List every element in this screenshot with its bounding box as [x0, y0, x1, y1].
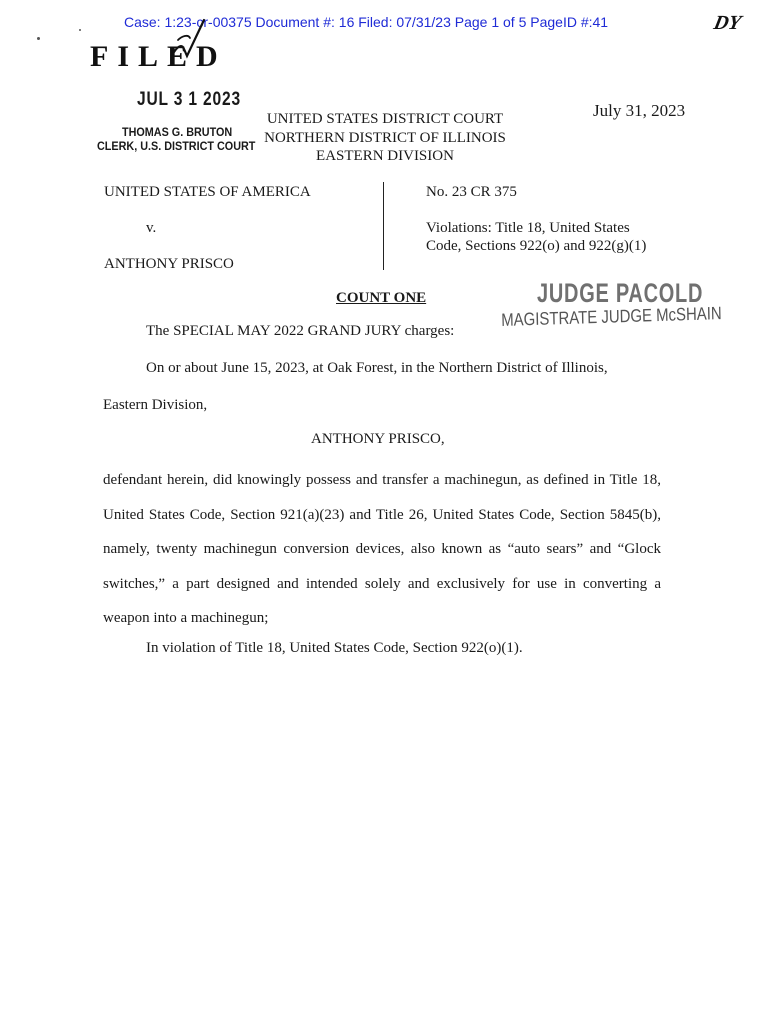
- court-name: UNITED STATES DISTRICT COURT: [266, 111, 504, 127]
- paragraph-1-line-1: On or about June 15, 2023, at Oak Forest, in the Northern District of Illinois,: [146, 360, 608, 376]
- handwritten-initials: DY: [711, 12, 744, 34]
- violations-line-1: Violations: Title 18, United States: [426, 220, 630, 236]
- document-date: July 31, 2023: [593, 101, 686, 120]
- case-number: No. 23 CR 375: [426, 184, 517, 200]
- caption-divider: [383, 182, 384, 270]
- defendant-name-centered: ANTHONY PRISCO,: [311, 431, 445, 447]
- paragraph-1-line-2: Eastern Division,: [103, 397, 208, 413]
- grand-jury-charges: The SPECIAL MAY 2022 GRAND JURY charges:: [146, 323, 455, 339]
- charge-paragraph: defendant herein, did knowingly possess and transfer a machinegun, as defined in Title 18, United States Code, Section 921(a)(23) and Title 26, United States Code, Section 5845(b), namely, twenty machinegun conversion devices, also known as “auto sears” and “Glock switches,” a part designed and intended solely and exclusively for use in converting a weapon into a machinegun;: [103, 472, 661, 626]
- ecf-header: Case: 1:23-cr-00375 Document #: 16 Filed: 07/31/23 Page 1 of 5 PageID #:41: [124, 14, 609, 30]
- defendant-caption-name: ANTHONY PRISCO: [104, 256, 234, 272]
- handwritten-check-mark: [168, 18, 208, 64]
- judge-stamp: JUDGE PACOLD: [537, 278, 704, 308]
- scan-speck: [79, 29, 81, 31]
- clerk-name: THOMAS G. BRUTON: [122, 125, 233, 139]
- court-district: NORTHERN DISTRICT OF ILLINOIS: [264, 130, 506, 146]
- scan-speck: [37, 37, 40, 40]
- versus: v.: [146, 220, 157, 236]
- filed-stamp-word: FILED: [90, 40, 227, 73]
- filed-stamp-date: JUL 3 1 2023: [137, 89, 241, 110]
- court-division: EASTERN DIVISION: [316, 148, 454, 164]
- violation-statement: In violation of Title 18, United States Code, Section 922(o)(1).: [146, 640, 523, 656]
- plaintiff-name: UNITED STATES OF AMERICA: [104, 184, 311, 200]
- violations-line-2: Code, Sections 922(o) and 922(g)(1): [426, 238, 647, 254]
- magistrate-stamp: MAGISTRATE JUDGE McSHAIN: [501, 303, 722, 330]
- clerk-title: CLERK, U.S. DISTRICT COURT: [97, 139, 256, 153]
- count-heading: COUNT ONE: [336, 290, 427, 306]
